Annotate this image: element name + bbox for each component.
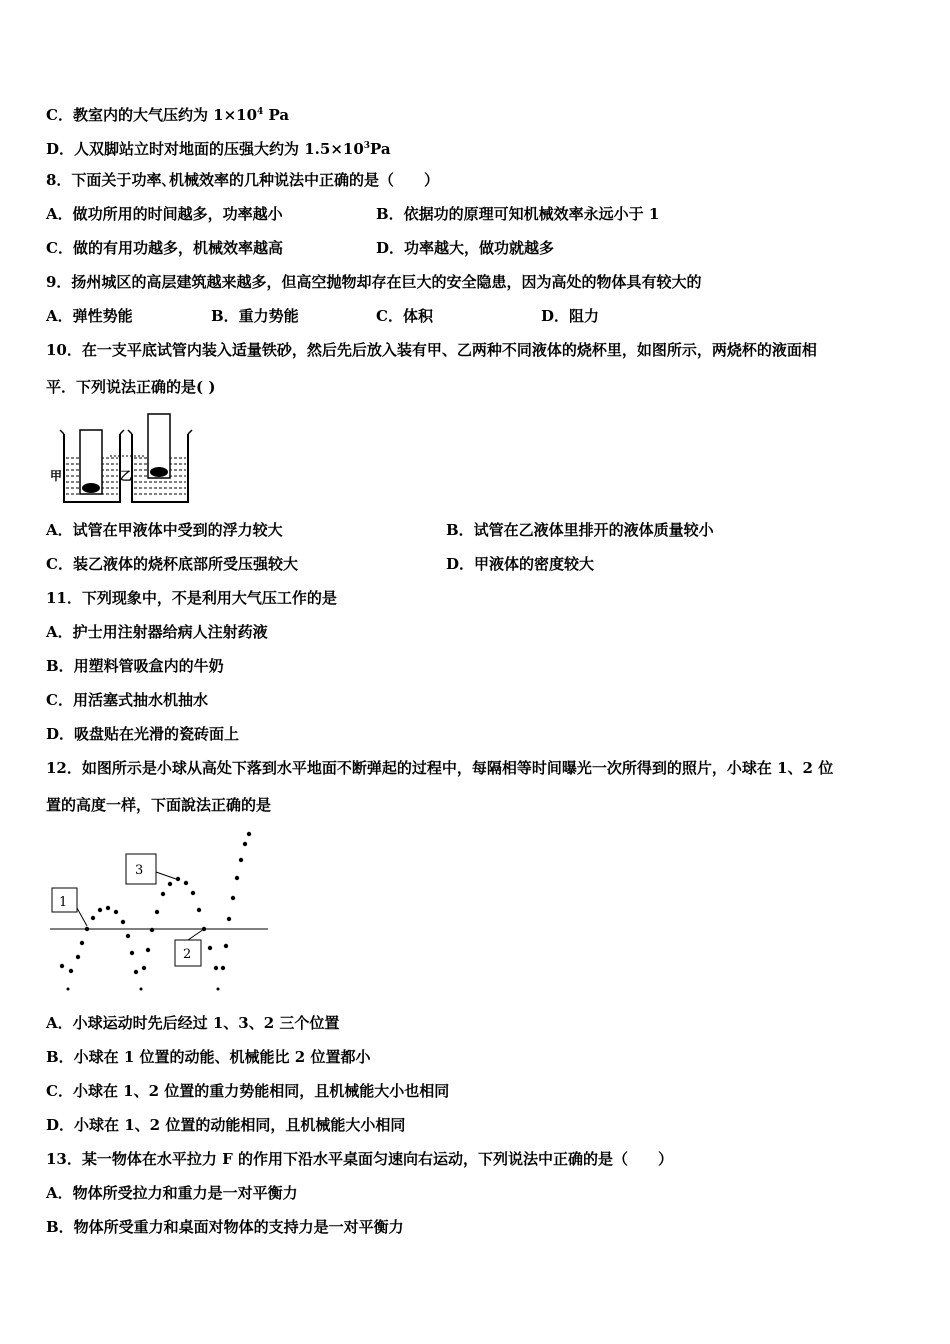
q8-option-d: D．功率越大，做功就越多: [376, 239, 555, 257]
q7-option-d: D．人双脚站立时对地面的压强大约为 $1.5\times 10^3Pa$: [46, 140, 391, 158]
q12-stem-line1: 12．如图所示是小球从高处下落到水平地面不断弹起的过程中，每隔相等时间曝光一次所得到的照片，小球在 1、2 位: [46, 759, 834, 777]
q11-option-c: C．用活塞式抽水机抽水: [46, 691, 208, 709]
q10-stem-line1: 10．在一支平底试管内装入适量铁砂，然后先后放入装有甲、乙两种不同液体的烧杯里，如图所示，两烧杯的液面相: [46, 341, 817, 359]
q7-option-c: C．教室内的大气压约为 $1\times 10^4$ Pa: [46, 106, 290, 124]
q11-stem: 11．下列现象中，不是利用大气压工作的是: [46, 589, 337, 607]
q11-option-b: B．用塑料管吸盒内的牛奶: [46, 657, 224, 675]
q11-option-d: D．吸盘贴在光滑的瓷砖面上: [46, 725, 240, 743]
q8-stem: 8．下面关于功率､机械效率的几种说法中正确的是（ ）: [46, 171, 439, 189]
q12-option-b: B．小球在 1 位置的动能、机械能比 2 位置都小: [46, 1048, 371, 1066]
q10-option-a: A．试管在甲液体中受到的浮力较大: [46, 521, 283, 539]
q11-option-a: A．护士用注射器给病人注射药液: [46, 623, 268, 641]
q12-option-d: D．小球在 1、2 位置的动能相同，且机械能大小相同: [46, 1116, 406, 1134]
q13-option-a: A．物体所受拉力和重力是一对平衡力: [46, 1184, 298, 1202]
beaker-label-right: 乙: [120, 469, 133, 483]
q10-option-d: D．甲液体的密度较大: [446, 555, 595, 573]
bouncing-ball-figure: [44, 830, 274, 995]
q12-stem-line2: 置的高度一样，下面說法正确的是: [46, 796, 272, 814]
q12-option-c: C．小球在 1、2 位置的重力势能相同，且机械能大小也相同: [46, 1082, 450, 1100]
beakers-figure: [50, 412, 200, 508]
ball-label-3: 3: [135, 863, 144, 878]
q10-option-b: B．试管在乙液体里排开的液体质量较小: [446, 521, 714, 539]
q12-option-a: A．小球运动时先后经过 1、3、2 三个位置: [46, 1014, 340, 1032]
ball-label-1: 1: [59, 895, 68, 910]
q9-option-b: B．重力势能: [211, 307, 299, 325]
q10-stem-line2: 平．下列说法正确的是( ): [46, 378, 216, 396]
beaker-label-left: 甲: [50, 469, 63, 483]
q13-option-b: B．物体所受重力和桌面对物体的支持力是一对平衡力: [46, 1218, 404, 1236]
q10-option-c: C．装乙液体的烧杯底部所受压强较大: [46, 555, 298, 573]
q13-stem: 13．某一物体在水平拉力 F 的作用下沿水平桌面匀速向右运动，下列说法中正确的是（ ）: [46, 1150, 673, 1168]
q8-option-a: A．做功所用的时间越多，功率越小: [46, 205, 283, 223]
q9-option-c: C．体积: [376, 307, 433, 325]
q9-option-a: A．弹性势能: [46, 307, 133, 325]
q9-option-d: D．阻力: [541, 307, 600, 325]
q9-stem: 9．扬州城区的高层建筑越来越多，但高空抛物却存在巨大的安全隐患，因为高处的物体具有较大的: [46, 273, 702, 291]
q8-option-b: B．依据功的原理可知机械效率永远小于 1: [376, 205, 660, 223]
q8-option-c: C．做的有用功越多，机械效率越高: [46, 239, 283, 257]
ball-label-2: 2: [183, 947, 192, 962]
